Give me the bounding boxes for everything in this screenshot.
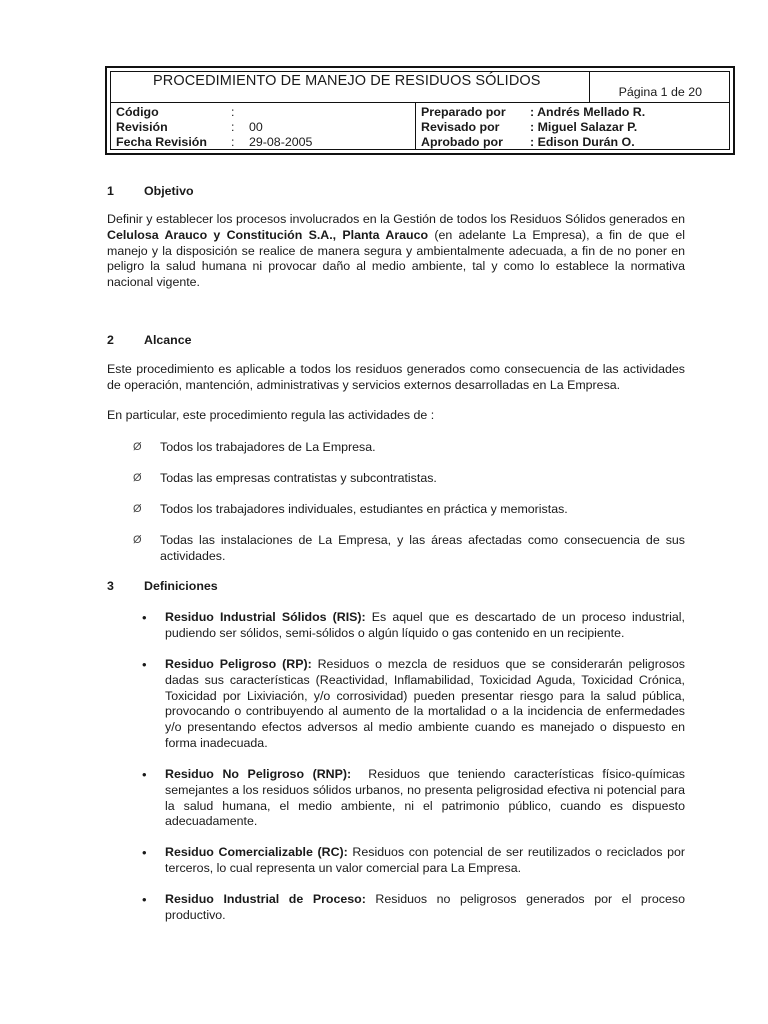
metadata-label: Preparado por: [421, 105, 506, 119]
definition-body: Residuos con potencial de ser reutilizados o reciclados por terceros, lo cual representa un valor comercial para La Empresa.: [165, 845, 685, 875]
metadata-value: 00: [249, 120, 263, 134]
document-header-table: [105, 66, 735, 155]
bullet-icon: •: [142, 892, 147, 907]
page-number: Página 1 de 20: [618, 85, 702, 99]
section-number: 1: [107, 184, 114, 198]
metadata-row-revision: [111, 120, 415, 135]
arrow-bullet-icon: Ø: [133, 441, 142, 453]
definition-text: [165, 845, 685, 877]
company-name: Celulosa Arauco y Constitución S.A., Planta Arauco: [107, 227, 429, 242]
metadata-row-codigo: [111, 105, 415, 120]
metadata-label: Revisión: [116, 120, 168, 134]
metadata-label: Código: [116, 105, 159, 119]
definition-body: Es aquel que es descartado de un proceso industrial, pudiendo ser sólidos, semi-sólidos o algún líquido o gas contenido en un recipiente.: [165, 610, 685, 640]
definition-text: [165, 892, 685, 924]
definition-term: Residuo Peligroso (RP):: [165, 657, 312, 671]
header-page-cell: [589, 72, 729, 103]
metadata-row-fecha: [111, 135, 415, 150]
bullet-icon: •: [142, 657, 147, 672]
definition-text: [165, 610, 685, 642]
definition-text: [165, 767, 689, 830]
arrow-bullet-icon: Ø: [133, 472, 142, 484]
metadata-colon: :: [231, 120, 235, 134]
section-title: Definiciones: [144, 579, 218, 593]
section-number: 3: [107, 579, 114, 593]
alcance-intro: En particular, este procedimiento regula las actividades de :: [107, 408, 435, 422]
section-title: Alcance: [144, 333, 192, 347]
metadata-value: : Andrés Mellado R.: [530, 105, 646, 119]
header-title-cell: [111, 72, 590, 103]
document-title: PROCEDIMIENTO DE MANEJO DE RESIDUOS SÓLIDOS: [153, 73, 541, 89]
metadata-colon: :: [231, 105, 235, 119]
metadata-value: : Miguel Salazar P.: [530, 120, 638, 134]
paragraph-text: Definir y establecer los procesos involucrados en la Gestión de todos los Residuos Sólidos generados en: [107, 212, 685, 226]
section-title: Objetivo: [144, 184, 194, 198]
objetivo-paragraph: [107, 212, 685, 291]
metadata-label: Aprobado por: [421, 135, 503, 149]
metadata-row-revisado: [415, 120, 729, 135]
metadata-row-aprobado: [415, 135, 729, 150]
definition-body: Residuos que teniendo características físico-químicas semejantes a los residuos sólidos urbanos, no presenta peligrosidad efectiva ni potencial para la salud humana, el medio ambiente, ni el patrimonio público, cuando es dispuesto adecuadamente.: [165, 767, 689, 829]
metadata-colon: :: [231, 135, 235, 149]
metadata-label: Fecha Revisión: [116, 135, 207, 149]
section-number: 2: [107, 333, 114, 347]
alcance-paragraph: Este procedimiento es aplicable a todos los residuos generados como consecuencia de las actividades de operación, mantención, administrativas y servicios externos desarrolladas en La Empresa.: [107, 362, 685, 392]
definition-text: [165, 657, 685, 752]
paragraph-text: (en adelante La Empresa), a fin de que el manejo y la disposición se realice de manera segura y ambientalmente adecuada, a fin de no poner en peligro la salud humana ni provocar daño al medio ambiente, tal y como lo establece la normativa nacional vigente.: [107, 227, 685, 290]
metadata-value: 29-08-2005: [249, 135, 313, 149]
header-inner-frame: [110, 71, 730, 150]
definition-term: Residuo No Peligroso (RNP):: [165, 767, 352, 781]
list-item-text: Todos los trabajadores individuales, estudiantes en práctica y memoristas.: [160, 502, 568, 516]
bullet-icon: •: [142, 845, 147, 860]
header-metadata-left: [111, 102, 416, 149]
list-item-text: Todos los trabajadores de La Empresa.: [160, 440, 376, 454]
arrow-bullet-icon: Ø: [133, 503, 142, 515]
definition-term: Residuo Industrial Sólidos (RIS):: [165, 610, 366, 624]
metadata-label: Revisado por: [421, 120, 500, 134]
definition-term: Residuo Industrial de Proceso:: [165, 892, 366, 906]
metadata-row-preparado: [415, 105, 729, 120]
definition-body: Residuos o mezcla de residuos que se considerarán peligrosos dadas sus características (Reactividad, Inflamabilidad, Toxicidad Aguda, Toxicidad Crónica, Toxicidad por Lixiviación, y/o corrosividad) pueden presentar riesgo para la salud pública, provocando o contribuyendo al aumento de la mortalidad o a la incidencia de enfermedades y/o presentando efectos adversos al medio ambiente cuando es manejado o dispuesto en forma inadecuada.: [165, 657, 685, 750]
arrow-bullet-icon: Ø: [133, 534, 142, 546]
bullet-icon: •: [142, 767, 147, 782]
bullet-icon: •: [142, 610, 147, 625]
list-item-text: Todas las instalaciones de La Empresa, y las áreas afectadas como consecuencia de sus actividades.: [160, 533, 685, 563]
list-item-text: Todas las empresas contratistas y subcontratistas.: [160, 471, 437, 485]
metadata-value: : Edison Durán O.: [530, 135, 635, 149]
header-metadata-right: [415, 102, 729, 149]
definition-term: Residuo Comercializable (RC):: [165, 845, 348, 859]
definition-body: Residuos no peligrosos generados por el proceso productivo.: [165, 892, 685, 922]
